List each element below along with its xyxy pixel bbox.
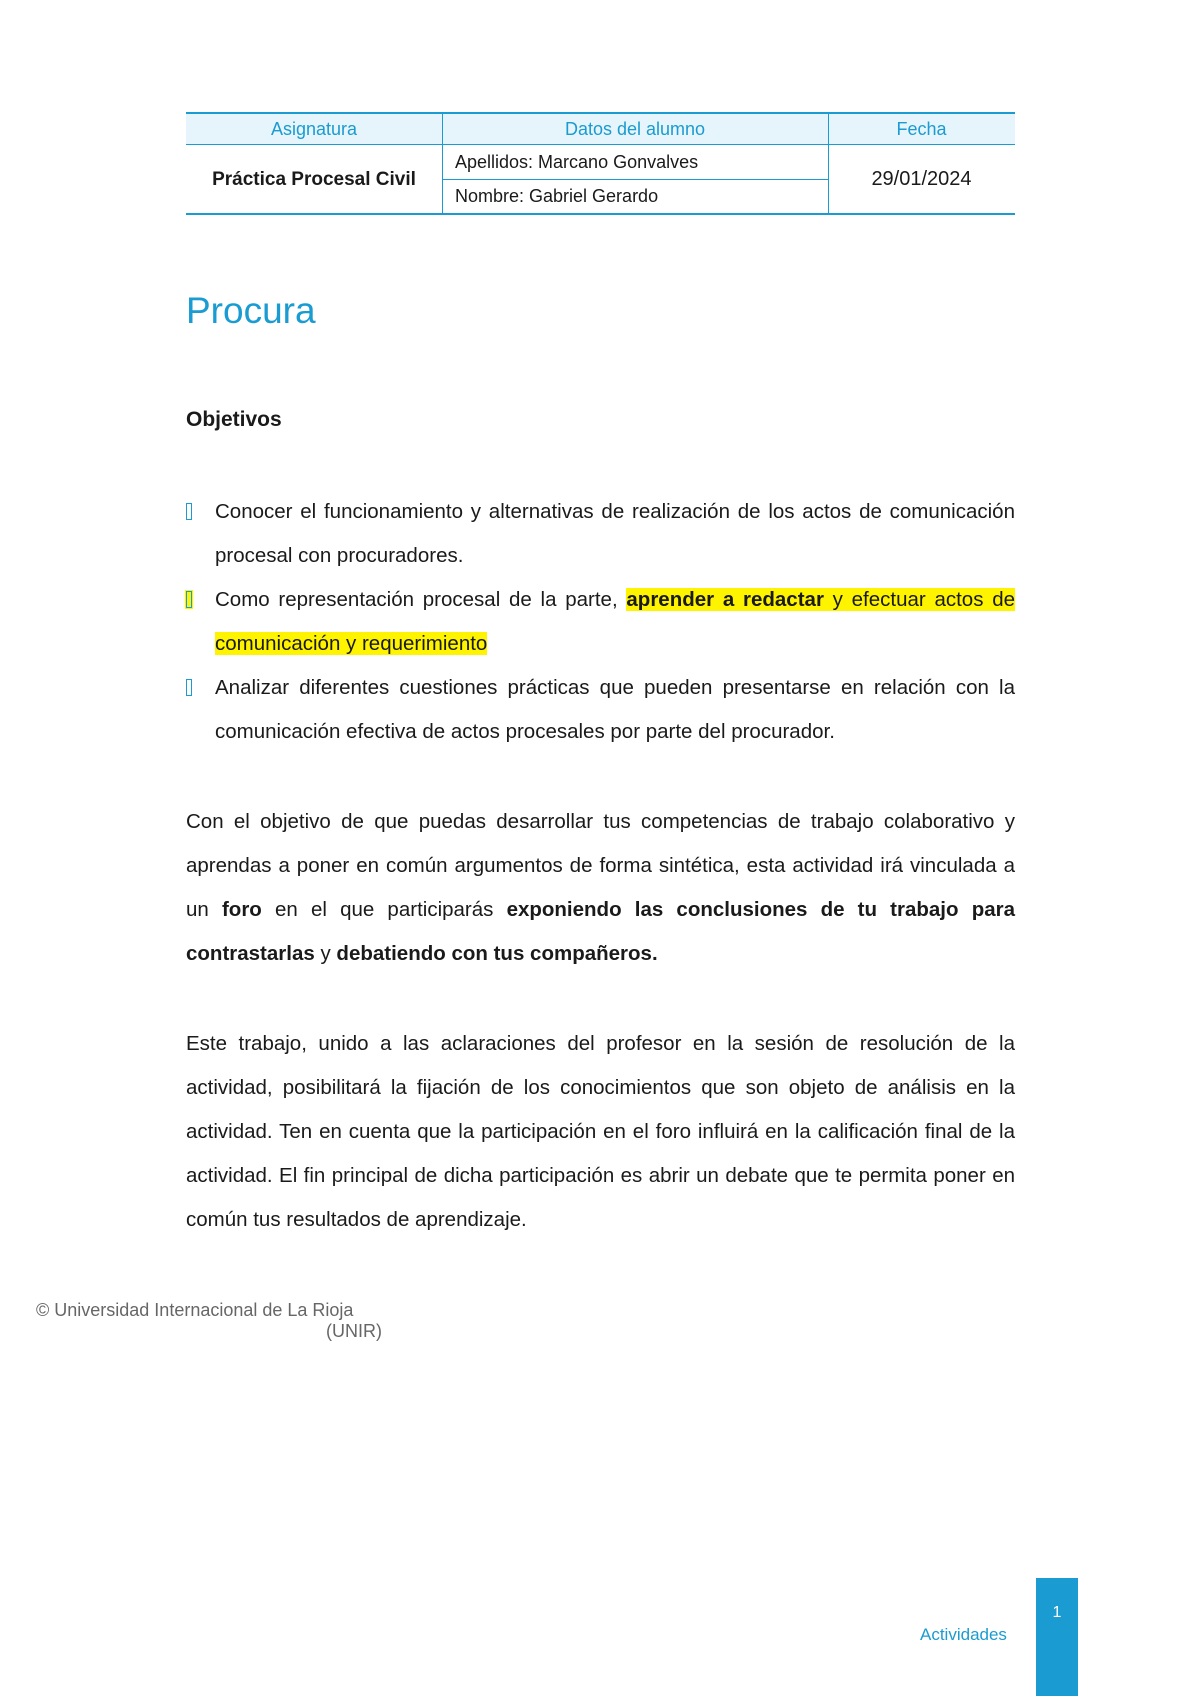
header-fecha: Fecha bbox=[896, 119, 947, 139]
bullet-icon bbox=[186, 679, 192, 696]
student-name: Nombre: Gabriel Gerardo bbox=[455, 186, 659, 206]
header-datos-alumno: Datos del alumno bbox=[564, 119, 706, 139]
bullet-icon bbox=[186, 591, 192, 608]
copyright-footer bbox=[36, 1300, 382, 1342]
list-item: Analizar diferentes cuestiones prácticas que pueden presentarse en relación con la comunicación efectiva de actos procesales por parte del procurador. bbox=[186, 666, 1015, 754]
header-bottom-border bbox=[186, 213, 1015, 215]
header-asignatura: Asignatura bbox=[270, 119, 358, 139]
bullet-icon bbox=[186, 503, 192, 520]
highlighted-phrase: aprender a redactar bbox=[626, 588, 824, 611]
copyright-line: © Universidad Internacional de La Rioja bbox=[36, 1300, 354, 1320]
list-item: Conocer el funcionamiento y alternativas de realización de los actos de comunicación procesal con procuradores. bbox=[186, 490, 1015, 578]
activity-paragraph: Este trabajo, unido a las aclaraciones del profesor en la sesión de resolución de la actividad, posibilitará la fijación de los conocimientos que son objeto de análisis en la actividad. Ten en cuenta que la participación en el foro influirá en la calificación final de la actividad. El fin principal de dicha participación es abrir un debate que te permita poner en común tus resultados de aprendizaje. bbox=[186, 1032, 1015, 1231]
forum-paragraph: Con el objetivo de que puedas desarrollar tus competencias de trabajo colaborativo y aprendas a poner en común argumentos de forma sintética, esta actividad irá vinculada a un foro en el que participarás exponiendo las conclusiones de tu trabajo para contrastarlas y debatiendo con tus compañeros. bbox=[186, 810, 1015, 965]
section-label: Actividades bbox=[920, 1625, 1007, 1644]
header-table bbox=[186, 112, 1015, 215]
copyright-unir: (UNIR) bbox=[326, 1321, 382, 1341]
student-row-divider bbox=[442, 179, 828, 180]
highlighted-text: y efectuar actos de comunicación y requerimiento bbox=[215, 588, 1015, 655]
page-number-tab bbox=[1036, 1578, 1078, 1696]
list-item: Como representación procesal de la parte, aprender a redactar y efectuar actos de comunicación y requerimiento bbox=[186, 578, 1015, 666]
page-number: 1 bbox=[1052, 1604, 1062, 1621]
submission-date: 29/01/2024 bbox=[871, 168, 972, 190]
subject-name: Práctica Procesal Civil bbox=[212, 169, 416, 190]
objectives-heading: Objetivos bbox=[186, 408, 282, 431]
header-row bbox=[186, 114, 1015, 144]
page-title: Procura bbox=[186, 290, 316, 331]
objectives-list bbox=[186, 490, 1015, 754]
student-surnames: Apellidos: Marcano Gonvalves bbox=[455, 152, 699, 172]
column-divider bbox=[442, 112, 443, 215]
header-row-divider bbox=[186, 144, 1015, 145]
